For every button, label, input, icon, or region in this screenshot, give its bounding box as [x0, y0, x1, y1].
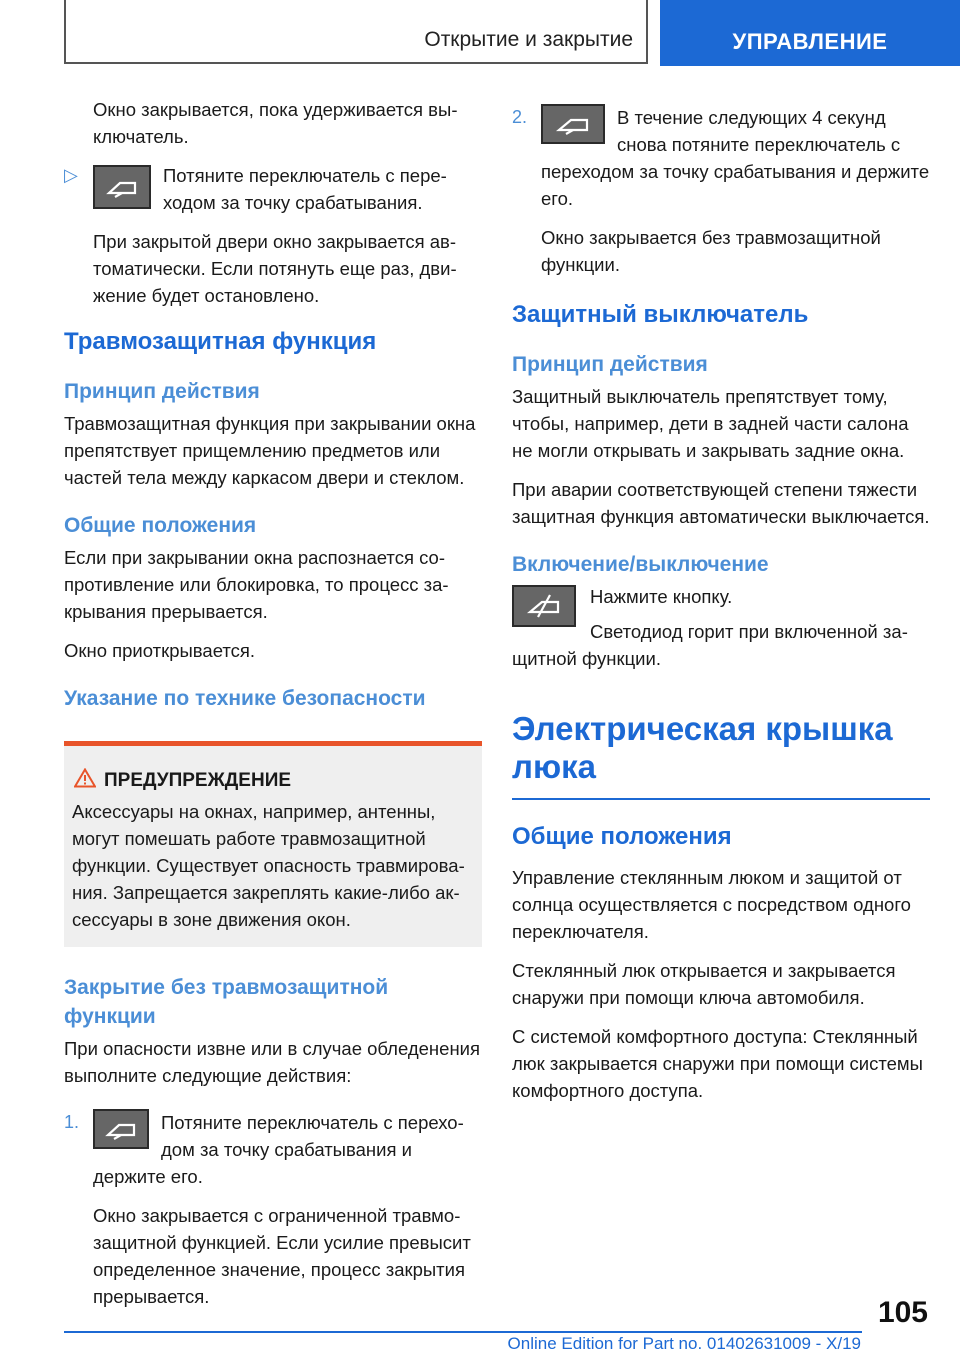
- without-paragraph: При опасности извне или в случае обледенения выполните следующие действия:: [64, 1038, 481, 1086]
- heading-on-off: Включение/выключение: [512, 553, 769, 576]
- heading-sunroof: Электрическая крышка люка: [512, 710, 893, 785]
- warning-box: [64, 741, 482, 947]
- footer-edition-text: Online Edition for Part no. 01402631009 - X/19: [507, 1334, 861, 1353]
- right-column: [512, 104, 930, 1116]
- led-text: Светодиод горит при включенной защитной функции.: [512, 621, 908, 669]
- header-chapter-tab[interactable]: УПРАВЛЕНИЕ: [660, 0, 960, 66]
- closed-door-paragraph: При закрытой двери окно закрывается автоматически. Если потянуть еще раз, движение будет остановлено.: [93, 231, 457, 306]
- section-rule: [512, 798, 930, 800]
- page-number: 105: [877, 1296, 928, 1329]
- window-switch-icon: [93, 1109, 149, 1149]
- footer-rule: [64, 1331, 862, 1333]
- step-arrow-marker: ▷: [64, 165, 78, 185]
- step-number-2: 2.: [512, 107, 528, 127]
- step-1-text: Потяните переключатель с переходом за точку срабатывания и держите его.: [93, 1112, 464, 1187]
- warning-header: [72, 768, 472, 794]
- step-2-note: Окно закрывается без травмозащитной функции.: [541, 227, 881, 275]
- sunroof-key-paragraph: Стеклянный люк открывается и закрывается снаружи при помощи ключа автомобиля.: [512, 960, 896, 1008]
- numbered-step-1: [64, 1109, 482, 1190]
- heading-general: Общие положения: [64, 514, 257, 537]
- heading-safety-switch: Защитный выключатель: [512, 301, 809, 328]
- safety-switch-button-row: [512, 583, 930, 684]
- left-column: [64, 96, 482, 1322]
- warning-text: Аксессуары на окнах, например, антенны, могут помешать работе травмозащитной функции. Существует опасность травмирования. Запрещается закреплять какие-либо аксессуары в зоне движения окон.: [72, 801, 465, 930]
- general-paragraph-2: Окно приоткрывается.: [64, 640, 256, 661]
- accident-paragraph: При аварии соответствующей степени тяжести защитная функция автоматически выключается.: [512, 479, 930, 527]
- numbered-step-2: [512, 104, 930, 212]
- step-number-1: 1.: [64, 1112, 80, 1132]
- heading-anti-pinch: Травмозащитная функция: [64, 328, 377, 355]
- general-paragraph: Если при закрывании окна распознается сопротивление или блокировка, то процесс закрывания прерывается.: [64, 547, 449, 622]
- heading-principle: Принцип действия: [64, 380, 260, 403]
- intro-paragraph: Окно закрывается, пока удерживается выключатель.: [93, 99, 458, 147]
- warning-triangle-icon: [74, 768, 96, 788]
- heading-safety-notice: Указание по технике безопасности: [64, 687, 426, 710]
- heading-general-right: Общие положения: [512, 823, 732, 850]
- step-1-note: Окно закрывается с ограниченной травмозащитной функцией. Если усилие превысит определенное значение, процесс закрытия прерывается.: [93, 1205, 471, 1307]
- window-switch-icon: [541, 104, 605, 144]
- instruction-step: [64, 162, 482, 216]
- principle-paragraph: Травмозащитная функция при закрывании окна препятствует прищемлению предметов или частей тела между каркасом двери и стеклом.: [64, 413, 476, 488]
- sunroof-comfort-paragraph: С системой комфортного доступа: Стеклянный люк закрывается снаружи при помощи системы комфортного доступа.: [512, 1026, 923, 1101]
- sunroof-general-paragraph: Управление стеклянным люком и защитой от солнца осуществляется с посредством одного переключателя.: [512, 867, 911, 942]
- step-2-text: В течение следующих 4 секунд снова потяните переключатель с переходом за точку срабатывания и держите его.: [541, 107, 930, 209]
- window-switch-icon: [93, 165, 151, 209]
- header-section-title: Открытие и закрытие: [424, 28, 633, 51]
- press-button-text: Нажмите кнопку.: [590, 586, 733, 607]
- warning-title: ПРЕДУПРЕЖДЕНИЕ: [104, 770, 292, 791]
- instruction-text: Потяните переключатель с переходом за точку срабатывания.: [163, 165, 447, 213]
- safety-switch-paragraph: Защитный выключатель препятствует тому, чтобы, например, дети в задней части салона не могли открывать и закрывать задние окна.: [512, 386, 909, 461]
- heading-principle-right: Принцип действия: [512, 353, 708, 376]
- safety-switch-button-icon[interactable]: [512, 585, 576, 627]
- heading-without-anti-pinch: Закрытие без травмозащитной функции: [64, 976, 389, 1028]
